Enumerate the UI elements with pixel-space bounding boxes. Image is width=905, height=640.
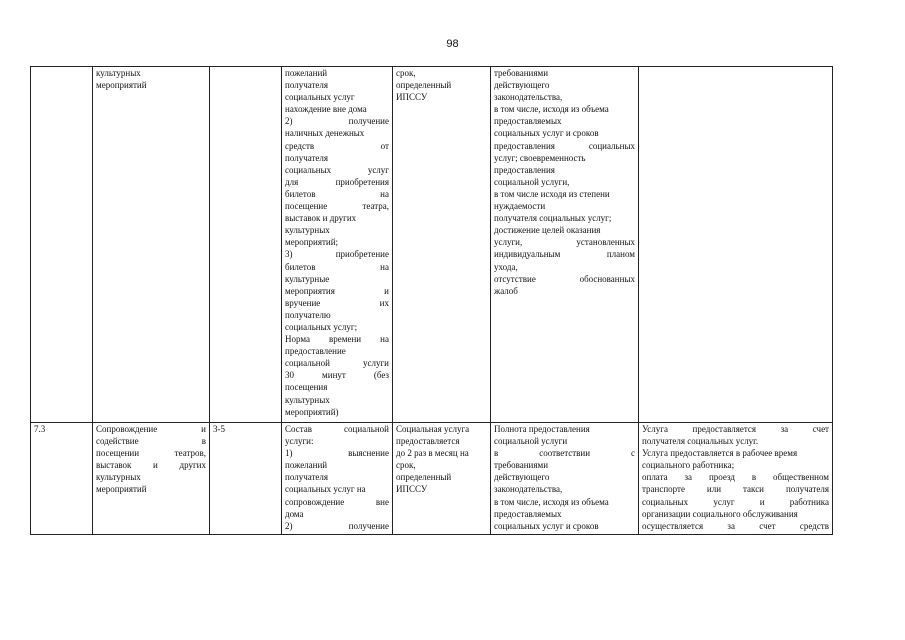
cell-text-line: мероприятий) [285, 406, 339, 417]
page-number: 98 [446, 38, 459, 50]
cell-text-line: социальных услуг; [285, 321, 358, 332]
cell-text-line: для приобретения [285, 176, 389, 187]
cell-text-line: пожеланий [285, 68, 328, 78]
cell-text-line: определенный [396, 80, 452, 91]
cell-text-line: в том числе исходя из степени [494, 188, 610, 199]
cell-text-line: действующего [494, 80, 550, 91]
cell-text-line: выставок и других [96, 460, 206, 471]
cell-text-line: получателя [285, 472, 329, 483]
cell-frequency [393, 423, 491, 535]
cell-text-line: нуждаемости [494, 201, 546, 212]
cell-service-content [282, 67, 393, 423]
cell-text-line: действующего [494, 472, 550, 483]
cell-text-line: предоставление [285, 346, 346, 357]
cell-text-line: сопровождение вне [285, 496, 389, 507]
cell-number [31, 423, 93, 535]
cell-text-line: до 2 раз в месяц на [396, 448, 469, 459]
cell-text-line: культурных [285, 225, 330, 236]
cell-text-line: социального работника; [642, 460, 735, 471]
cell-text-line: срок, [396, 460, 416, 471]
cell-text-line: в соответствии с [494, 448, 635, 459]
cell-text-line: индивидуальным планом [494, 249, 635, 260]
cell-text-line: получателя [285, 152, 329, 163]
cell-text-line: услуги, установленных [494, 237, 635, 248]
cell-code [210, 67, 282, 423]
cell-text-line: социальных услуг на [285, 484, 366, 495]
cell-conditions [639, 67, 833, 423]
cell-service-name [93, 423, 210, 535]
cell-text-line: культурных [96, 472, 141, 483]
cell-text-line: получателя социальных услуг; [494, 213, 612, 224]
cell-text-line: посещении театров, [96, 448, 206, 459]
cell-text-line: 30 минут (без [285, 370, 389, 381]
cell-text-line: мероприятий [96, 484, 147, 495]
cell-text-line: социальных услуг [285, 92, 355, 103]
cell-text-line: ИПССУ [396, 92, 428, 103]
table-row [31, 67, 833, 423]
table-row [31, 423, 833, 535]
cell-text-line: 2) получение [285, 520, 389, 531]
cell-text-line: билетов на [285, 188, 389, 199]
cell-text-line: 3-5 [213, 424, 225, 434]
cell-text-line: наличных денежных [285, 128, 365, 139]
cell-text-line: пожеланий [285, 460, 328, 471]
cell-quality-indicators [491, 423, 639, 535]
cell-text-line: 1) выяснение [285, 448, 389, 459]
cell-text-line: законодательства, [494, 484, 563, 495]
cell-conditions [639, 423, 833, 535]
cell-text-line: социальной услуги, [494, 176, 570, 187]
cell-text-line: требованиями [494, 460, 549, 471]
cell-text-line: социальных услуг [285, 164, 389, 175]
cell-text-line: получателя [285, 80, 329, 91]
cell-text-line: культурных [285, 394, 330, 405]
cell-text-line: посещения [285, 382, 328, 393]
cell-service-name [93, 67, 210, 423]
cell-text-line: срок, [396, 68, 416, 78]
cell-text-line: требованиями [494, 68, 549, 78]
cell-text-line: Услуга предоставляется в рабочее время [642, 448, 798, 459]
cell-text-line: предоставляемых [494, 508, 562, 519]
cell-text-line: организации социального обслуживания [642, 508, 798, 519]
cell-text-line: услуги: [285, 436, 314, 447]
cell-text-line: 2) получение [285, 116, 389, 127]
cell-text-line: 7.3 [34, 424, 46, 434]
cell-text-line: транспорте или такси получателя [642, 484, 829, 495]
cell-frequency [393, 67, 491, 423]
cell-text-line: услуг; своевременность [494, 152, 586, 163]
cell-text-line: средств от [285, 140, 389, 151]
cell-text-line: билетов на [285, 261, 389, 272]
cell-text-line: социальной услуги [494, 436, 568, 447]
cell-text-line: предоставления [494, 164, 555, 175]
cell-text-line: предоставления социальных [494, 140, 635, 151]
cell-code [210, 423, 282, 535]
services-table [30, 66, 833, 535]
cell-text-line: социальных услуг и сроков [494, 520, 599, 531]
cell-text-line: Норма времени на [285, 334, 389, 345]
cell-text-line: вручение их [285, 297, 389, 308]
cell-text-line: социальных услуг и работника [642, 496, 829, 507]
cell-text-line: Полнота предоставления [494, 424, 590, 434]
cell-text-line: законодательства, [494, 92, 563, 103]
cell-text-line: жалоб [494, 285, 518, 296]
cell-text-line: социальных услуг и сроков [494, 128, 599, 139]
cell-service-content [282, 423, 393, 535]
cell-text-line: Сопровождение и [96, 424, 206, 434]
cell-text-line: нахождение вне дома [285, 104, 367, 115]
cell-text-line: мероприятия и [285, 285, 389, 296]
cell-text-line: мероприятий; [285, 237, 339, 248]
cell-text-line: предоставляемых [494, 116, 562, 127]
cell-text-line: предоставляется [396, 436, 460, 447]
cell-text-line: достижение целей оказания [494, 225, 601, 236]
cell-text-line: выставок и других [285, 213, 357, 224]
cell-text-line: посещение театра, [285, 201, 389, 212]
cell-text-line: культурные [285, 273, 330, 284]
cell-text-line: ухода, [494, 261, 518, 272]
cell-text-line: социальной услуги [285, 358, 389, 369]
cell-text-line: Состав социальной [285, 424, 389, 434]
cell-text-line: дома [285, 508, 304, 519]
cell-text-line: отсутствие обоснованных [494, 273, 635, 284]
cell-number [31, 67, 93, 423]
cell-text-line: Услуга предоставляется за счет [642, 424, 829, 434]
cell-text-line: в том числе, исходя из объема [494, 496, 609, 507]
cell-text-line: ИПССУ [396, 484, 428, 495]
cell-text-line: определенный [396, 472, 452, 483]
cell-quality-indicators [491, 67, 639, 423]
cell-text-line: оплата за проезд в общественном [642, 472, 829, 483]
cell-text-line: в том числе, исходя из объема [494, 104, 609, 115]
cell-text-line: получателя социальных услуг. [642, 436, 759, 447]
cell-text-line: осуществляется за счет средств [642, 520, 829, 531]
cell-text-line: содействие в [96, 436, 206, 447]
cell-text-line: культурных [96, 68, 141, 78]
cell-text-line: Социальная услуга [396, 424, 470, 434]
cell-text-line: 3) приобретение [285, 249, 389, 260]
cell-text-line: получателю [285, 309, 331, 320]
cell-text-line: мероприятий [96, 80, 147, 91]
